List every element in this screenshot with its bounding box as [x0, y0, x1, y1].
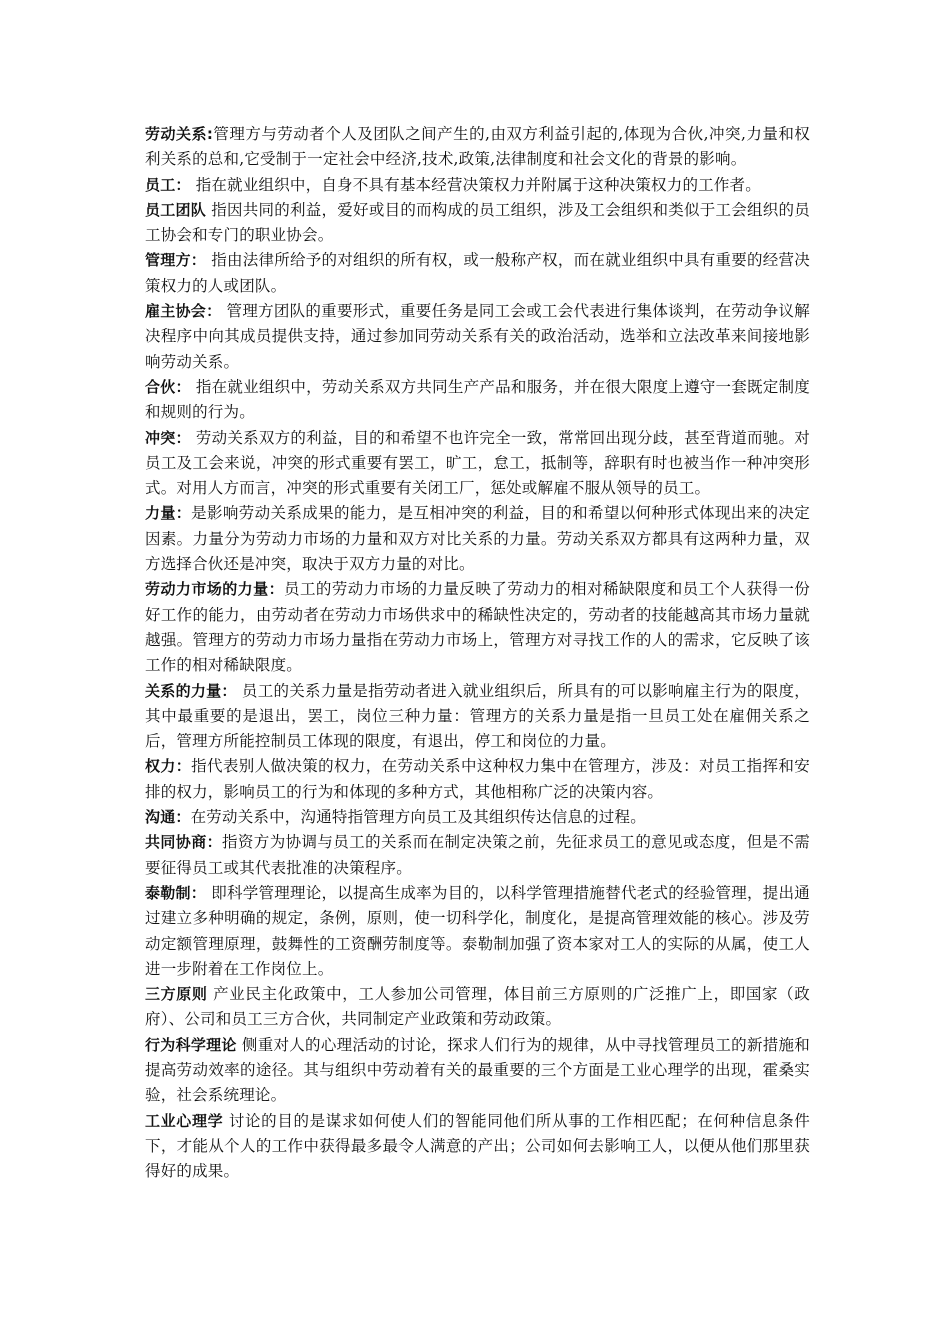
- document-body: [145, 122, 810, 1184]
- term: 关系的力量：: [145, 681, 237, 700]
- entry-labor-market-power: [145, 577, 810, 678]
- term: 泰勒制：: [145, 883, 207, 902]
- definition: 产业民主化政策中，工人参加公司管理，体目前三方原则的广泛推广上，即国家（政府）、公司和员工三方合伙，共同制定产业政策和劳动政策。: [145, 985, 810, 1029]
- entry-employer-association: [145, 299, 810, 375]
- term: 劳动力市场的力量：: [145, 580, 285, 599]
- definition: 在劳动关系中，沟通特指管理方向员工及其组织传达信息的过程。: [190, 808, 646, 827]
- definition: 指代表别人做决策的权力，在劳动关系中这种权力集中在管理方，涉及：对员工指挥和安排的权力，影响员工的行为和体现的多种方式，其他相称广泛的决策内容。: [145, 757, 810, 801]
- entry-management: [145, 248, 810, 299]
- term: 员工团队: [145, 200, 207, 219]
- term: 劳动关系:: [145, 125, 214, 143]
- entry-taylorism: [145, 881, 810, 982]
- term: 管理方：: [145, 251, 207, 270]
- entry-industrial-psychology: [145, 1109, 810, 1185]
- definition: 侧重对人的心理活动的讨论，探求人们行为的规律，从中寻找管理员工的新措施和提高劳动效率的途径。其与组织中劳动着有关的最重要的三个方面是工业心理学的出现，霍桑实验，社会系统理论。: [145, 1035, 810, 1105]
- term: 三方原则: [145, 985, 208, 1004]
- entry-cooperation: [145, 375, 810, 426]
- entry-employee-team: [145, 198, 810, 249]
- entry-tripartite-principle: [145, 982, 810, 1033]
- term: 权力：: [145, 757, 192, 776]
- term: 合伙：: [145, 377, 191, 396]
- term: 冲突：: [145, 428, 191, 447]
- definition: 劳动关系双方的利益，目的和希望不也许完全一致，常常回出现分歧，甚至背道而驰。对员工及工会来说，冲突的形式重要有罢工，旷工，怠工，抵制等，辞职有时也被当作一种冲突形式。对用人方而言，冲突的形式重要有关闭工厂，惩处或解雇不服从领导的员工。: [145, 428, 810, 498]
- entry-relational-power: [145, 679, 810, 755]
- definition: 即科学管理理论，以提高生成率为目的，以科学管理措施替代老式的经验管理，提出通过建立多种明确的规定，条例，原则，使一切科学化，制度化，是提高管理效能的核心。涉及劳动定额管理原理，鼓舞性的工资酬劳制度等。泰勒制加强了资本家对工人的实际的从属，使工人进一步附着在工作岗位上。: [145, 883, 810, 978]
- entry-authority: [145, 754, 810, 805]
- definition: 是影响劳动关系成果的能力，是互相冲突的利益，目的和希望以何种形式体现出来的决定因素。力量分为劳动力市场的力量和双方对比关系的力量。劳动关系双方都具有这两种力量，双方选择合伙还是冲突，取决于双方力量的对比。: [145, 504, 810, 574]
- entry-conflict: [145, 426, 810, 502]
- term: 工业心理学: [145, 1111, 224, 1130]
- definition: 指在就业组织中，劳动关系双方共同生产产品和服务，并在很大限度上遵守一套既定制度和规则的行为。: [145, 377, 810, 422]
- term: 力量：: [145, 504, 192, 523]
- term: 员工：: [145, 175, 191, 194]
- entry-joint-consultation: [145, 830, 810, 881]
- entry-labor-relations: [145, 122, 810, 173]
- definition: 管理方与劳动者个人及团队之间产生的,由双方利益引起的,体现为合伙,冲突,力量和权利关系的总和,它受制于一定社会中经济,技术,政策,法律制度和社会文化的背景的影响。: [145, 125, 811, 169]
- definition: 管理方团队的重要形式，重要任务是同工会或工会代表进行集体谈判，在劳动争议解决程序中向其成员提供支持，通过参加同劳动关系有关的政治活动，选举和立法改革来间接地影响劳动关系。: [145, 302, 810, 371]
- entry-employee: [145, 173, 810, 198]
- term: 共同协商：: [145, 833, 222, 852]
- entry-behavioral-science: [145, 1033, 810, 1109]
- definition: 员工的关系力量是指劳动者进入就业组织后，所具有的可以影响雇主行为的限度，其中最重要的是退出，罢工，岗位三种力量：管理方的关系力量是指一旦员工处在雇佣关系之后，管理方所能控制员工体现的限度，有退出，停工和岗位的力量。: [145, 681, 810, 751]
- definition: 讨论的目的是谋求如何使人们的智能同他们所从事的工作相匹配；在何种信息条件下，才能从个人的工作中获得最多最令人满意的产出；公司如何去影响工人，以便从他们那里获得好的成果。: [145, 1111, 810, 1181]
- term: 沟通：: [145, 808, 191, 827]
- definition: 指资方为协调与员工的关系而在制定决策之前，先征求员工的意见或态度，但是不需要征得员工或其代表批准的决策程序。: [145, 833, 810, 877]
- entry-power-force: [145, 501, 810, 577]
- definition: 员工的劳动力市场的力量反映了劳动力的相对稀缺限度和员工个人获得一份好工作的能力，由劳动者在劳动力市场供求中的稀缺性决定的，劳动者的技能越高其市场力量就越强。管理方的劳动力市场力量指在劳动力市场上，管理方对寻找工作的人的需求，它反映了该工作的相对稀缺限度。: [145, 580, 810, 675]
- entry-communication: [145, 805, 810, 830]
- term: 雇主协会：: [145, 302, 222, 321]
- definition: 指由法律所给予的对组织的所有权，或一般称产权，而在就业组织中具有重要的经营决策权力的人或团队。: [145, 251, 810, 295]
- definition: 指在就业组织中，自身不具有基本经营决策权力并附属于这种决策权力的工作者。: [190, 175, 761, 194]
- definition: 指因共同的利益，爱好或目的而构成的员工组织，涉及工会组织和类似于工会组织的员工协会和专门的职业协会。: [145, 200, 810, 245]
- term: 行为科学理论: [145, 1035, 237, 1054]
